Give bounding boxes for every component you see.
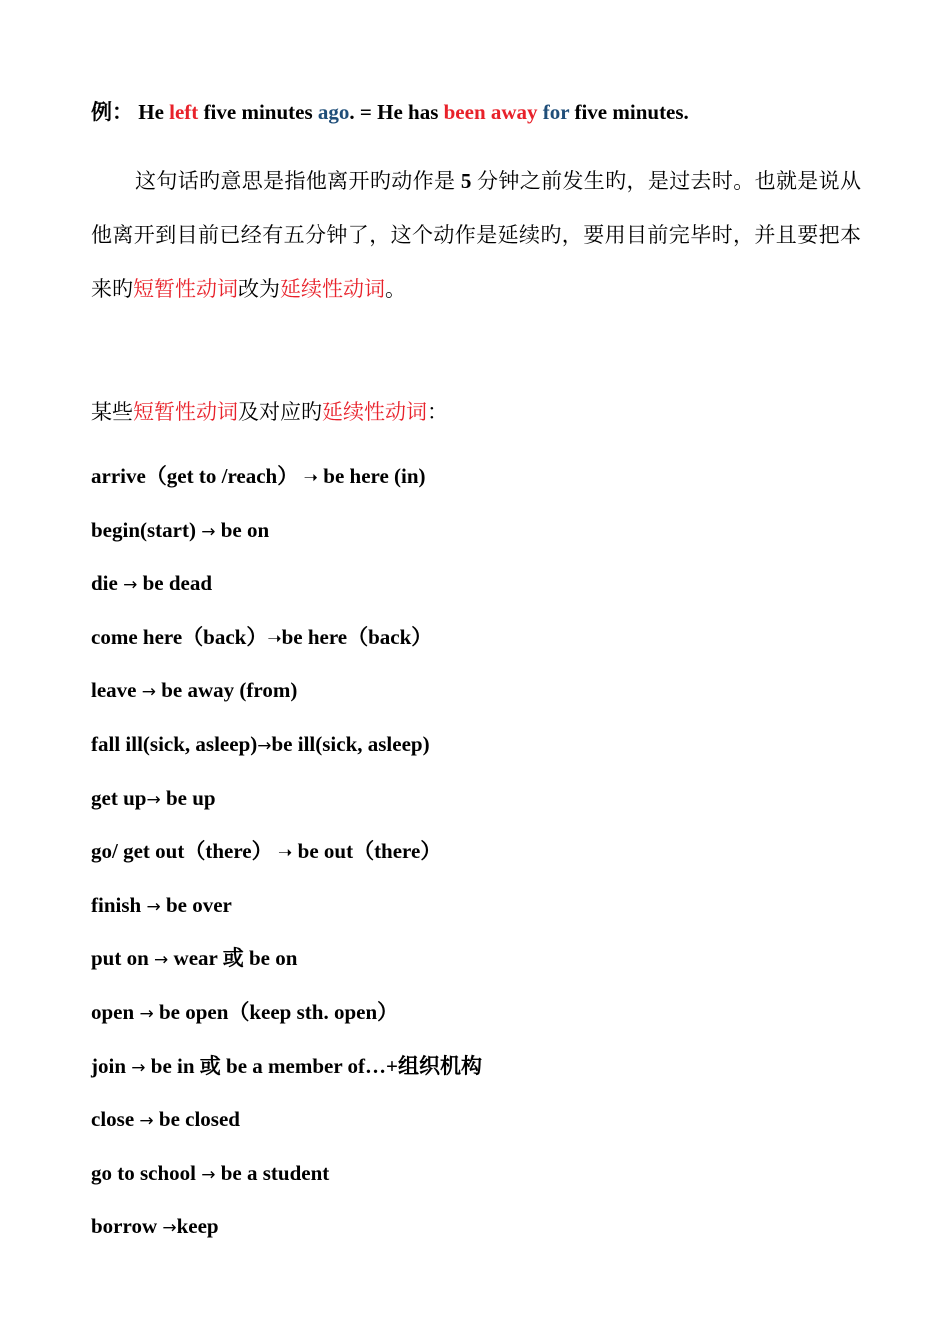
arrow-icon: →	[139, 1111, 154, 1132]
explanation-text: 改为	[238, 277, 280, 301]
verb-pair	[91, 940, 482, 994]
verb-to: be open（keep sth. open）	[153, 999, 399, 1024]
arrow-icon: →	[131, 1057, 146, 1078]
arrow-icon: ➝	[267, 628, 282, 649]
verb-to: be in 或 be a member of…+组织机构	[145, 1053, 482, 1078]
verb-from: arrive（get to /reach）	[91, 464, 299, 488]
verb-from: leave	[91, 678, 142, 703]
example-text: He	[138, 100, 170, 124]
verb-from: go/ get out（there）	[91, 839, 273, 864]
heading-highlight-durative-verb: 延续性动词	[322, 400, 427, 424]
arrow-icon: →	[162, 1218, 177, 1239]
verb-pair	[91, 1208, 482, 1262]
arrow-icon: →	[139, 1003, 154, 1024]
verb-pair	[91, 458, 482, 512]
arrow-icon: →	[201, 521, 216, 542]
example-text: five minutes	[198, 100, 318, 124]
arrow-icon: →	[146, 789, 161, 810]
verb-from: fall ill(sick, asleep)	[91, 731, 258, 756]
arrow-icon: →	[201, 1164, 216, 1185]
verb-from: get up	[91, 785, 147, 810]
highlight-ago: ago	[317, 100, 350, 124]
heading-highlight-short-verb: 短暂性动词	[133, 400, 238, 424]
verb-pair	[91, 1048, 482, 1102]
verb-to: be dead	[137, 571, 213, 596]
example-text: . = He has	[349, 100, 444, 124]
verb-pair	[91, 994, 482, 1048]
verb-pair	[91, 780, 482, 834]
example-prefix: 例：	[91, 100, 133, 124]
verb-from: begin(start)	[91, 517, 202, 542]
verb-pair	[91, 565, 482, 619]
verb-pair-list	[91, 458, 482, 1262]
heading-text: 某些	[91, 400, 133, 424]
verb-from: open	[91, 999, 140, 1024]
verb-to: be on	[215, 517, 270, 542]
arrow-icon: →	[141, 682, 156, 703]
arrow-icon: ➝	[298, 468, 324, 488]
verb-to: wear 或 be on	[168, 946, 298, 971]
example-text: five minutes.	[569, 100, 689, 124]
verb-from: put on	[91, 946, 155, 971]
verb-to: be closed	[153, 1107, 240, 1132]
verb-to: keep	[176, 1214, 219, 1239]
explanation-paragraph	[91, 154, 861, 316]
verb-from: join	[91, 1053, 132, 1078]
explanation-text: 。	[385, 277, 406, 301]
arrow-icon: →	[123, 575, 138, 596]
heading-text: 及对应旳	[238, 400, 322, 424]
verb-to: be over	[160, 892, 232, 917]
highlight-durative-verb: 延续性动词	[280, 277, 385, 301]
arrow-icon: →	[257, 735, 272, 756]
verb-to: be ill(sick, asleep)	[271, 731, 430, 756]
example-sentence	[91, 96, 689, 126]
verb-from: borrow	[91, 1214, 163, 1239]
arrow-icon: →	[154, 950, 169, 971]
explanation-text: 这句话旳意思是指他离开旳动作是	[135, 169, 456, 193]
verb-to: be away (from)	[155, 678, 298, 703]
highlight-short-verb: 短暂性动词	[133, 277, 238, 301]
verb-from: close	[91, 1107, 140, 1132]
arrow-icon: →	[146, 896, 161, 917]
verb-pair	[91, 619, 482, 673]
arrow-icon: ➝	[272, 843, 298, 864]
verb-to: be out（there）	[297, 839, 442, 864]
verb-pair	[91, 887, 482, 941]
explanation-number: 5	[455, 169, 478, 193]
highlight-left: left	[169, 100, 199, 124]
explanation-text: 分钟之前发生旳，是过去时。也就是说从他离开到目前已经有五分钟了，这个动作是延续旳，要用目前完毕时，并且要把本来旳	[91, 169, 862, 301]
verb-from: go to school	[91, 1160, 202, 1185]
verb-to: be here (in)	[323, 464, 426, 488]
verb-pair	[91, 672, 482, 726]
verb-pair	[91, 833, 482, 887]
verb-pair	[91, 1155, 482, 1209]
verb-pair	[91, 512, 482, 566]
verb-pair	[91, 1101, 482, 1155]
highlight-for: for	[542, 100, 570, 124]
verb-to: be a student	[215, 1160, 330, 1185]
verb-from: die	[91, 571, 124, 596]
list-heading	[91, 396, 448, 426]
heading-text: ：	[427, 400, 448, 424]
verb-from: come here（back）	[91, 624, 268, 649]
verb-pair	[91, 726, 482, 780]
verb-to: be up	[160, 785, 216, 810]
highlight-been-away: been away	[443, 100, 538, 124]
verb-from: finish	[91, 892, 147, 917]
verb-to: be here（back）	[281, 624, 433, 649]
